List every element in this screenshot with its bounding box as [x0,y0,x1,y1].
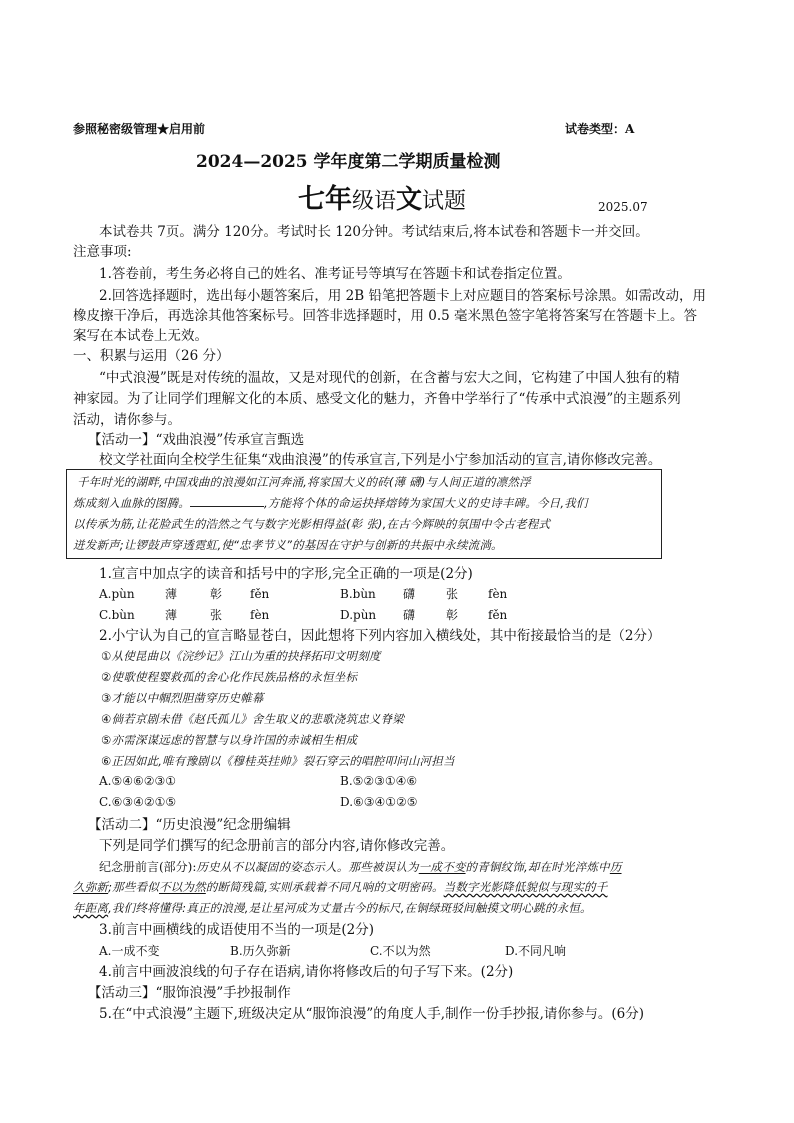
note-2a: 2.回答选择题时，选出每小题答案后，用 2B 铅笔把答题卡上对应题目的答案标号涂黑。如需改动，用 [99,288,706,304]
wavy-sentence: 当数字光影降低貌似与现实的千 [443,880,608,894]
underlined-idiom: 不以为然 [158,880,206,894]
q3-option-b: B.历久弥新 [230,944,291,958]
activity2-desc: 下列是同学们撰写的纪念册前言的部分内容,请你修改完善。 [99,838,455,854]
title-grade: 七年 [298,184,352,215]
declaration-box [66,469,662,559]
paper-type: 试卷类型：A [565,122,635,136]
question-1: 1.宣言中加点字的读音和括号中的字形,完全正确的一项是(2分) [99,566,473,582]
q1-option-a: A.pùn 薄 彰 fěn [99,587,270,601]
intro-line: 本试卷共 7页。满分 120分。考试时长 120分钟。考试结束后,将本试卷和答题卡一并交回。 [99,224,649,240]
note-2c: 案写在本试卷上无效。 [73,328,208,344]
underlined-idiom: 久弥新 [73,880,109,894]
q2-item: ②使歌使程婴救孤的舍心化作民族品格的永恒坐标 [101,670,358,684]
q1-option-b: B.bùn 礴 张 fèn [340,587,508,601]
notice-title: 注意事项: [73,244,132,260]
intro-para-b: 神家园。为了让同学们理解文化的本质、感受文化的魅力，齐鲁中学举行了“传承中式浪漫”的主题系列 [73,391,681,407]
q3-option-d: D.不同凡响 [505,944,567,958]
q1-option-c: C.bùn 薄 张 fèn [99,608,270,622]
box-line-4: 迸发新声;让锣鼓声穿透霓虹,使“忠孝节义”的基因在守护与创新的共振中永续流淌。 [73,538,503,552]
box-line-2b: ,方能将个体的命运抉择熔铸为家国大义的史诗丰碑。今日,我们 [264,496,588,510]
box-line-2a: 炼成刻入血脉的图腾。 [73,496,190,510]
title-ji: 级语 [352,189,397,214]
q1-option-d: D.pùn 礴 彰 fěn [340,608,508,622]
box-line-2 [73,495,588,511]
preface-line-1: 纪念册前言(部分):历史从不以凝固的姿态示人。那些被误认为一成不变的青铜纹饰,却在时光淬炼中历 [99,860,622,874]
preface-line-3: 年距离,我们终将懂得:真正的浪漫,是让星河成为丈量古今的标尺,在铜绿斑驳间触摸文明心跳的永恒。 [73,901,592,915]
underlined-idiom: 一成不变 [418,860,466,874]
blank-line [190,496,264,507]
q2-item: ③才能以中帼烈胆凿穿历史帷幕 [101,691,264,705]
q2-item: ④倘若京剧未借《赵氏孤儿》舍生取义的悲歌浇筑忠义脊梁 [101,712,405,726]
q3-option-c: C.不以为然 [370,944,431,958]
title-shiti: 试题 [422,189,467,214]
intro-para-c: 活动，请你参与。 [73,412,181,428]
q2-item: ⑤亦需深谋远虑的智慧与以身许国的赤诚相生相成 [101,733,358,747]
activity2-heading: 【活动二】“历史浪漫”纪念册编辑 [88,817,291,833]
activity3-heading: 【活动三】“服饰浪漫”手抄报制作 [88,985,291,1001]
question-3: 3.前言中画横线的成语使用不当的一项是(2分) [99,922,375,938]
q2-option-c: C.⑥③④②①⑤ [99,795,177,809]
q2-option-d: D.⑥③④①②⑤ [340,795,418,809]
underlined-idiom: 历 [609,860,622,874]
confidential-label: 参照秘密级管理★启用前 [73,122,206,136]
question-4: 4.前言中画波浪线的句子存在语病,请你将修改后的句子写下来。(2分) [99,964,514,980]
question-2: 2.小宁认为自己的宣言略显苍白，因此想将下列内容加入横线处，其中衔接最恰当的是（2分） [99,628,661,644]
note-2b: 橡皮擦干净后，再选涂其他答案标号。回答非选择题时，用 0.5 毫米黑色签字笔将答案写在答题卡上。答 [73,308,698,324]
exam-title-line1: 2024—2025 学年度第二学期质量检测 [196,152,501,172]
question-5: 5.在“中式浪漫”主题下,班级决定从“服饰浪漫”的角度人手,制作一份手抄报,请你参与。(6分) [99,1006,644,1022]
exam-date: 2025.07 [598,200,648,214]
note-1: 1.答卷前，考生务必将自己的姓名、准考证号等填写在答题卡和试卷指定位置。 [99,266,571,282]
preface-line-2: 久弥新;那些看似不以为然的断简残篇,实则承载着不同凡响的文明密码。当数字光影降低貌似与现实的千 [73,880,608,894]
q2-item: ⑥正因如此,唯有豫剧以《穆桂英挂帅》裂石穿云的唱腔叩问山河担当 [101,754,455,768]
q2-option-a: A.⑤④⑥②③① [99,774,177,788]
title-wen: 文 [396,185,423,215]
exam-title [298,183,466,219]
q3-option-a: A.一成不变 [99,944,160,958]
activity1-heading: 【活动一】“戏曲浪漫”传承宣言甄选 [88,432,305,448]
box-line-1: 千年时光的湖畔,中国戏曲的浪漫如江河奔涌,将家国大义的砖(薄 礴)与人间正道的凛然浮 [77,475,531,489]
section-heading: 一、积累与运用（26 分） [73,348,230,364]
activity1-desc: 校文学社面向全校学生征集“戏曲浪漫”的传承宣言,下列是小宁参加活动的宣言,请你修改完善。 [99,452,662,468]
wavy-sentence: 年距离 [73,901,109,915]
q2-option-b: B.⑤②③①④⑥ [340,774,418,788]
box-line-3: 以传承为筋,让花脸武生的浩然之气与数字光影相得益(彰 张),在古今辉映的氛围中令古老程式 [73,517,551,531]
intro-para-a: “中式浪漫”既是对传统的温故，又是对现代的创新，在含蓄与宏大之间，它构建了中国人独有的精 [99,370,680,386]
q2-item: ①从使昆曲以《浣纱记》江山为重的抉择拓印文明刻度 [101,649,381,663]
